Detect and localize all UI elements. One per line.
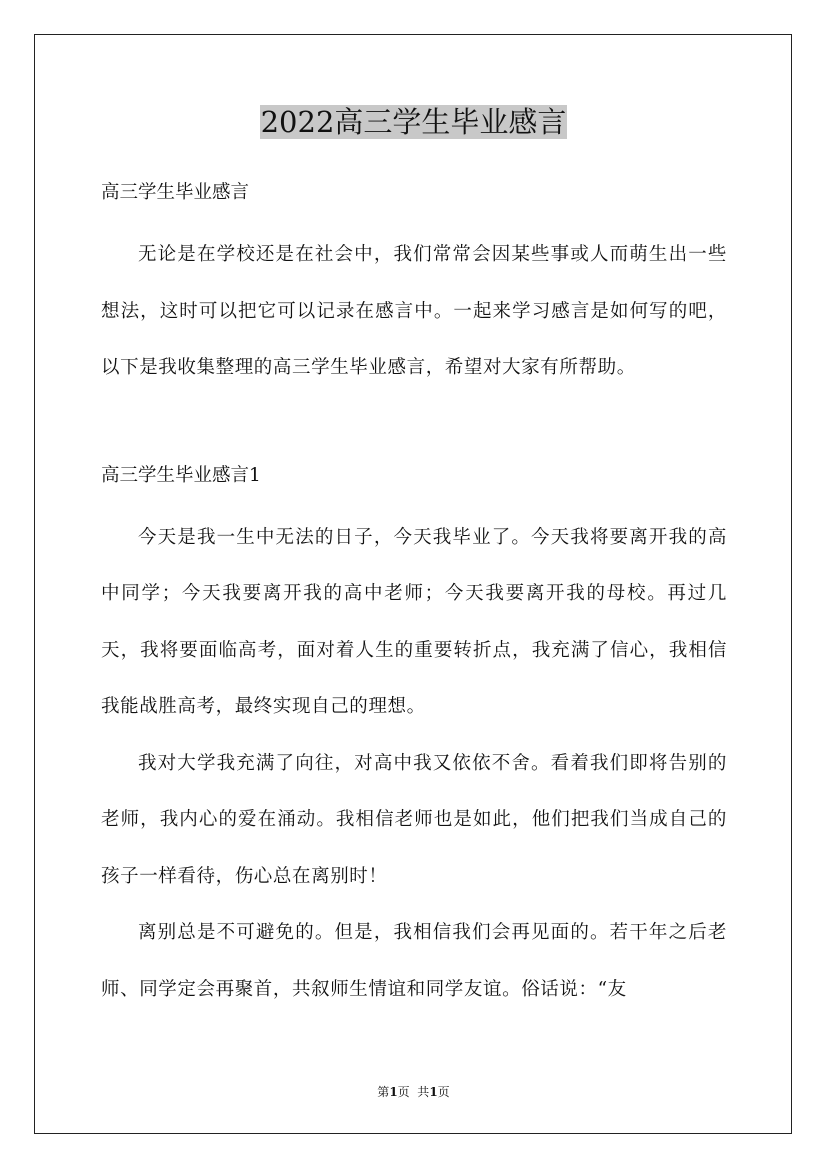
page-mid: 页 共 (397, 1085, 430, 1099)
page-footer (0, 1084, 827, 1100)
spacer (101, 495, 727, 510)
document-title-block (0, 100, 827, 144)
subheading: 高三学生毕业感言 (101, 182, 250, 203)
spacer (101, 212, 727, 227)
page-prefix: 第 (377, 1085, 390, 1099)
spacer (101, 397, 727, 457)
document-title: 2022高三学生毕业感言 (260, 105, 567, 139)
section-heading: 高三学生毕业感言1 (101, 464, 261, 486)
page-suffix: 页 (437, 1085, 450, 1099)
intro-paragraph: 无论是在学校还是在社会中，我们常常会因某些事或人而萌生出一些想法，这时可以把它可以记录在感言中。一起来学习感言是如何写的吧，以下是我收集整理的高三学生毕业感言，希望对大家有所帮助。 (101, 244, 727, 378)
body-paragraph: 我对大学我充满了向往，对高中我又依依不舍。看着我们即将告别的老师，我内心的爱在涌动。我相信老师也是如此，他们把我们当成自己的孩子一样看待，伤心总在离别时！ (101, 752, 727, 887)
page-total: 1 (429, 1085, 438, 1099)
page-current: 1 (389, 1085, 398, 1099)
document-body (101, 174, 727, 1018)
body-paragraph: 离别总是不可避免的。但是，我相信我们会再见面的。若干年之后老师、同学定会再聚首，共叙师生情谊和同学友谊。俗话说：“友 (101, 922, 727, 1000)
body-paragraph: 今天是我一生中无法的日子，今天我毕业了。今天我将要离开我的高中同学；今天我要离开我的高中老师；今天我要离开我的母校。再过几天，我将要面临高考，面对着人生的重要转折点，我充满了信心，我相信我能战胜高考，最终实现自己的理想。 (101, 526, 727, 717)
